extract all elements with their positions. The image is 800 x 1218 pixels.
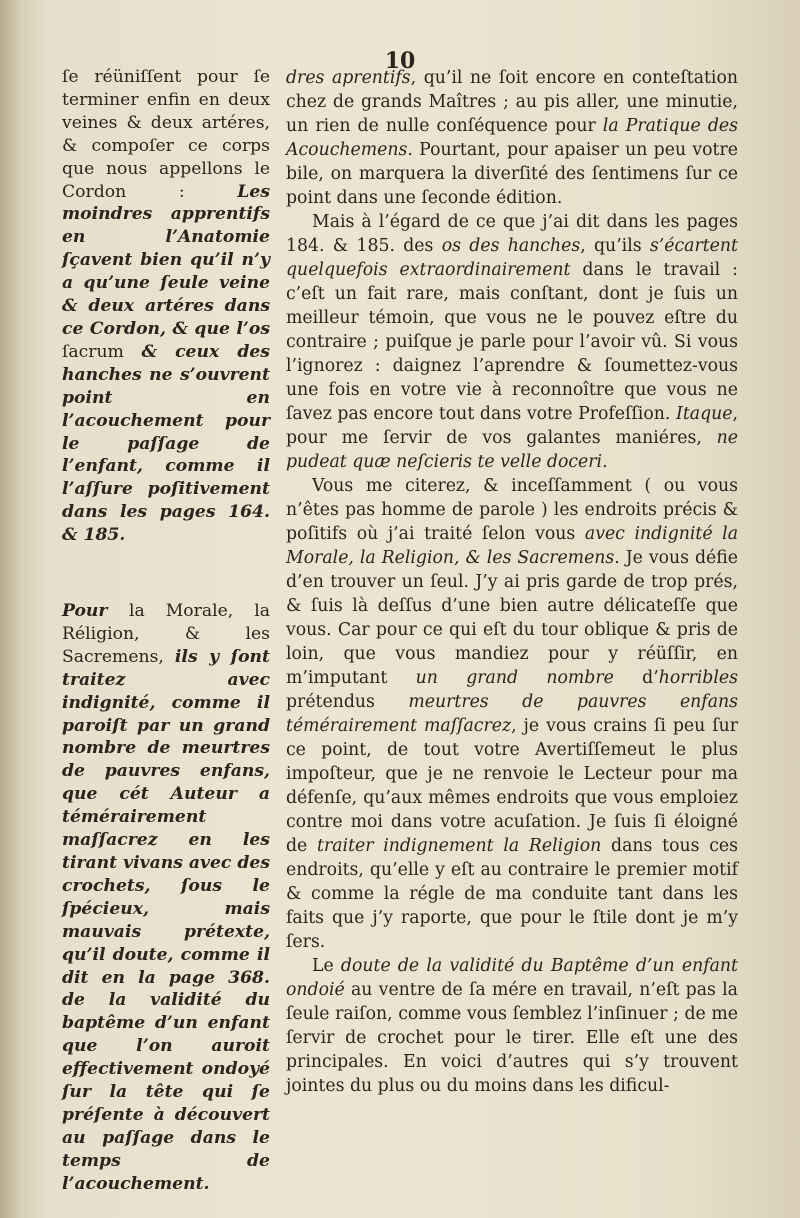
text-run: dans tous ces endroits, qu’elle y eſt au contraire le premier motif & comme la régle de ma conduite tant dans les faits que j’y raporte, que pour le ſtile dont je m’y ſers. xyxy=(286,836,739,952)
margin-note-italic: Pour xyxy=(62,601,129,621)
italic-run: meurtres de pauvres enfans témérairement maſſacrez xyxy=(286,692,739,736)
italic-run: dres aprentifs xyxy=(286,68,411,88)
text-run: , qu’il ne ſoit encore en conteſtation chez de grands Maîtres ; au pis aller, une minutie, un rien de nulle conſéquence pour xyxy=(286,68,738,136)
italic-run: doute de la validité du Baptême d’un enfant ondoié xyxy=(286,956,738,1000)
body-paragraph xyxy=(286,474,738,954)
text-run: . Je vous défie d’en trouver un ſeul. J’y ai pris garde de trop prés, & ſuis là deſſus d’une bien autre délicateſſe que vous. Car pour ce qui eſt du tour oblique & pris de loin, que vous mandiez pour y réüſſir, en m’imputant xyxy=(286,548,738,688)
margin-note-italic: Les moindres apprentifs en l’Anatomie ſçavent bien qu’il n’y a qu’une ſeule veine & deux artéres dans ce Cordon, & que l’os xyxy=(62,181,270,339)
margin-note-italic: ils y ſont traitez avec indignité, comme il paroiſt par un grand nombre de meurtres de pauvres enfans, que cét Auteur a témérairement maſſacrez en les tirant vivans avec des crochets, ſous le ſpécieux, mais mauvais prétexte, qu’il doute, comme il dit en la page 368. de la validité du baptême d’un enfant que l’on auroit effectivement ondoyé ſur la tête qui ſe préſente à découvert au paſſage dans le temps de l’acouchement. xyxy=(62,646,271,1194)
italic-run: s’écartent quelquefois extraordinairement xyxy=(286,236,738,280)
margin-note-italic: & ceux des hanches ne s’ouvrent point en l’acouchement pour le paſſage de l’enfant, comme il l’aſſure poſitivement dans les pages 164. & 185. xyxy=(62,341,270,546)
margin-note xyxy=(62,66,270,547)
body-paragraph xyxy=(286,210,738,474)
margin-note-text: la Morale, la Réligion, & les Sacremens, xyxy=(62,601,270,667)
italic-run: la Pratique des Acouchemens xyxy=(286,116,739,160)
body-paragraph xyxy=(286,954,738,1098)
text-run: dans le travail : c’eſt un fait rare, mais conſtant, dont je ſuis un meilleur témoin, que vous ne le pouvez eſtre du contraire ; puiſque je parle pour l’avoir vû. Si vous l’ignorez : daignez l’aprendre & ſoumettez-vous une fois en votre vie à reconnoître que vous ne ſavez pas encore tout dans votre Profeſſion. xyxy=(286,260,738,424)
page-number: 10 xyxy=(384,48,416,74)
text-run: au ventre de ſa mére en travail, n’eſt pas la ſeule raiſon, comme vous ſemblez l’inſinuer ; de me ſervir de crochet pour le tirer. Elle eſt une des principales. En voici d’autres qui s’y trouvent jointes du plus ou du moins dans les dificul- xyxy=(286,980,738,1096)
margin-note xyxy=(62,600,270,1196)
text-run: Vous me citerez, & inceſſamment ( ou vous n’êtes pas homme de parole ) les endroits précis & poſitifs où j’ai traité ſelon vous xyxy=(286,476,738,544)
italic-run: traiter indignement la Religion xyxy=(317,836,602,856)
text-run: Le xyxy=(312,956,341,976)
body-paragraph xyxy=(286,66,738,210)
margin-note-text: ſe réüniſſent pour ſe terminer enfin en deux veines & deux artéres, & compoſer ce corps que nous appellons le Cordon : xyxy=(62,67,270,202)
italic-run: os des hanches xyxy=(441,236,581,256)
text-run: . Pourtant, pour apaiser un peu votre bile, on marquera la diverſité des ſentimens ſur ce point dans une ſeconde édition. xyxy=(286,140,738,208)
italic-run: Itaque xyxy=(676,404,733,424)
text-run: prétendus xyxy=(286,692,409,712)
italic-run: un grand nombre xyxy=(415,668,614,688)
text-run: d’ xyxy=(613,668,659,688)
text-run: , qu’ils xyxy=(580,236,650,256)
main-text-column xyxy=(286,66,738,1098)
margin-note-text: ſacrum xyxy=(62,341,142,362)
italic-run: avec indignité la Morale, la Religion, & les Sacremens xyxy=(286,524,738,568)
italic-run: ne pudeat quæ neſcieris te velle doceri. xyxy=(286,428,738,472)
text-run: , je vous crains ſi peu ſur ce point, de tout votre Avertiſſemeut le plus impoſteur, que je ne renvoie le Lecteur pour ma défenſe, qu’aux mêmes endroits que vous emploiez contre moi dans votre acuſation. Je ſuis ſi éloigné de xyxy=(286,716,738,856)
italic-run: horribles xyxy=(658,668,738,688)
text-run: , pour me ſervir de vos galantes maniéres, xyxy=(286,404,738,448)
text-run: Mais à l’égard de ce que j’ai dit dans les pages 184. & 185. des xyxy=(286,212,738,256)
page-gutter-shadow xyxy=(0,0,20,1218)
